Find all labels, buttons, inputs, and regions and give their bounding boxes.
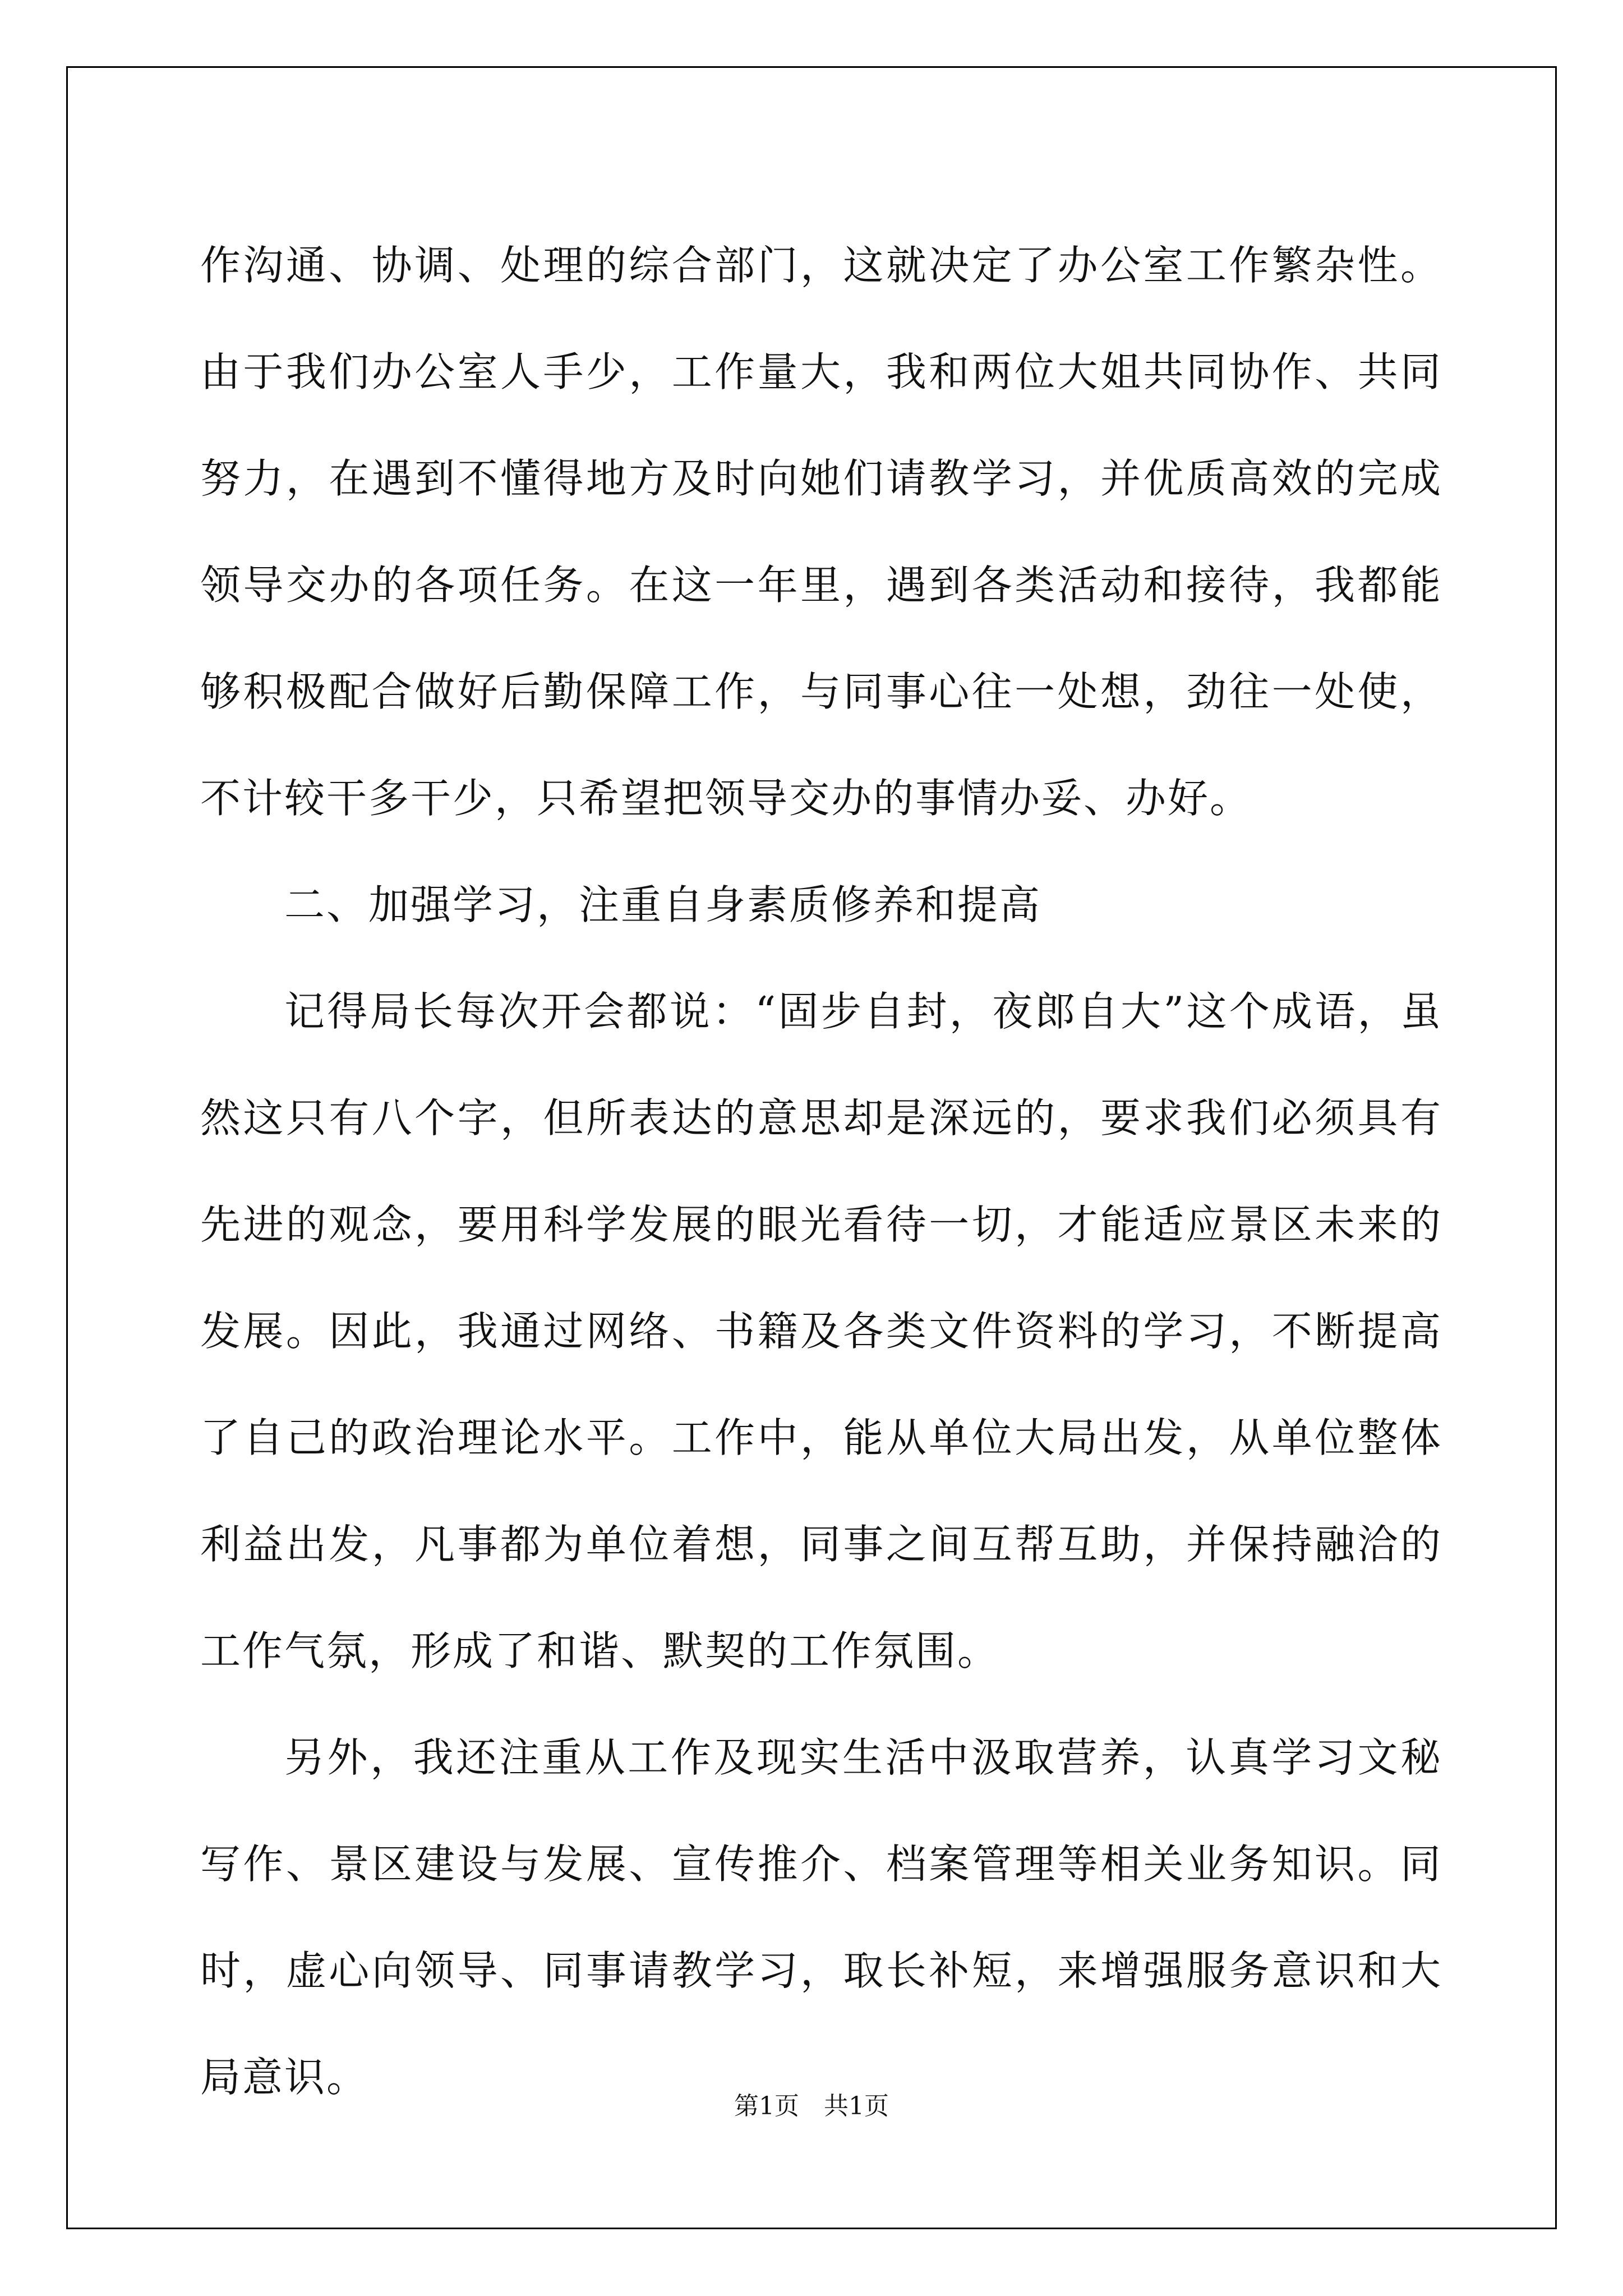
page-footer: 第1页 共1页 <box>734 2092 889 2120</box>
document-body <box>200 212 1442 2131</box>
paragraph-1: 作沟通、协调、处理的综合部门，这就决定了办公室工作繁杂性。由于我们办公室人手少，工作量大，我和两位大姐共同协作、共同努力，在遇到不懂得地方及时向她们请教学习，并优质高效的完成领导交办的各项任务。在这一年里，遇到各类活动和接待，我都能够积极配合做好后勤保障工作，与同事心往一处想，劲往一处使，不计较干多干少，只希望把领导交办的事情办妥、办好。 <box>200 242 1442 822</box>
section-heading: 二、加强学习，注重自身素质修养和提高 <box>284 881 1042 928</box>
paragraph-2: 记得局长每次开会都说：“固步自封，夜郎自大”这个成语，虽然这只有八个字，但所表达的意思却是深远的，要求我们必须具有先进的观念，要用科学发展的眼光看待一切，才能适应景区未来的发展。因此，我通过网络、书籍及各类文件资料的学习，不断提高了自己的政治理论水平。工作中，能从单位大局出发，从单位整体利益出发，凡事都为单位着想，同事之间互帮互助，并保持融洽的工作气氛，形成了和谐、默契的工作氛围。 <box>200 988 1442 1674</box>
paragraph-3: 另外，我还注重从工作及现实生活中汲取营养，认真学习文秘写作、景区建设与发展、宣传推介、档案管理等相关业务知识。同时，虚心向领导、同事请教学习，取长补短，来增强服务意识和大局意识。 <box>200 1734 1442 2101</box>
